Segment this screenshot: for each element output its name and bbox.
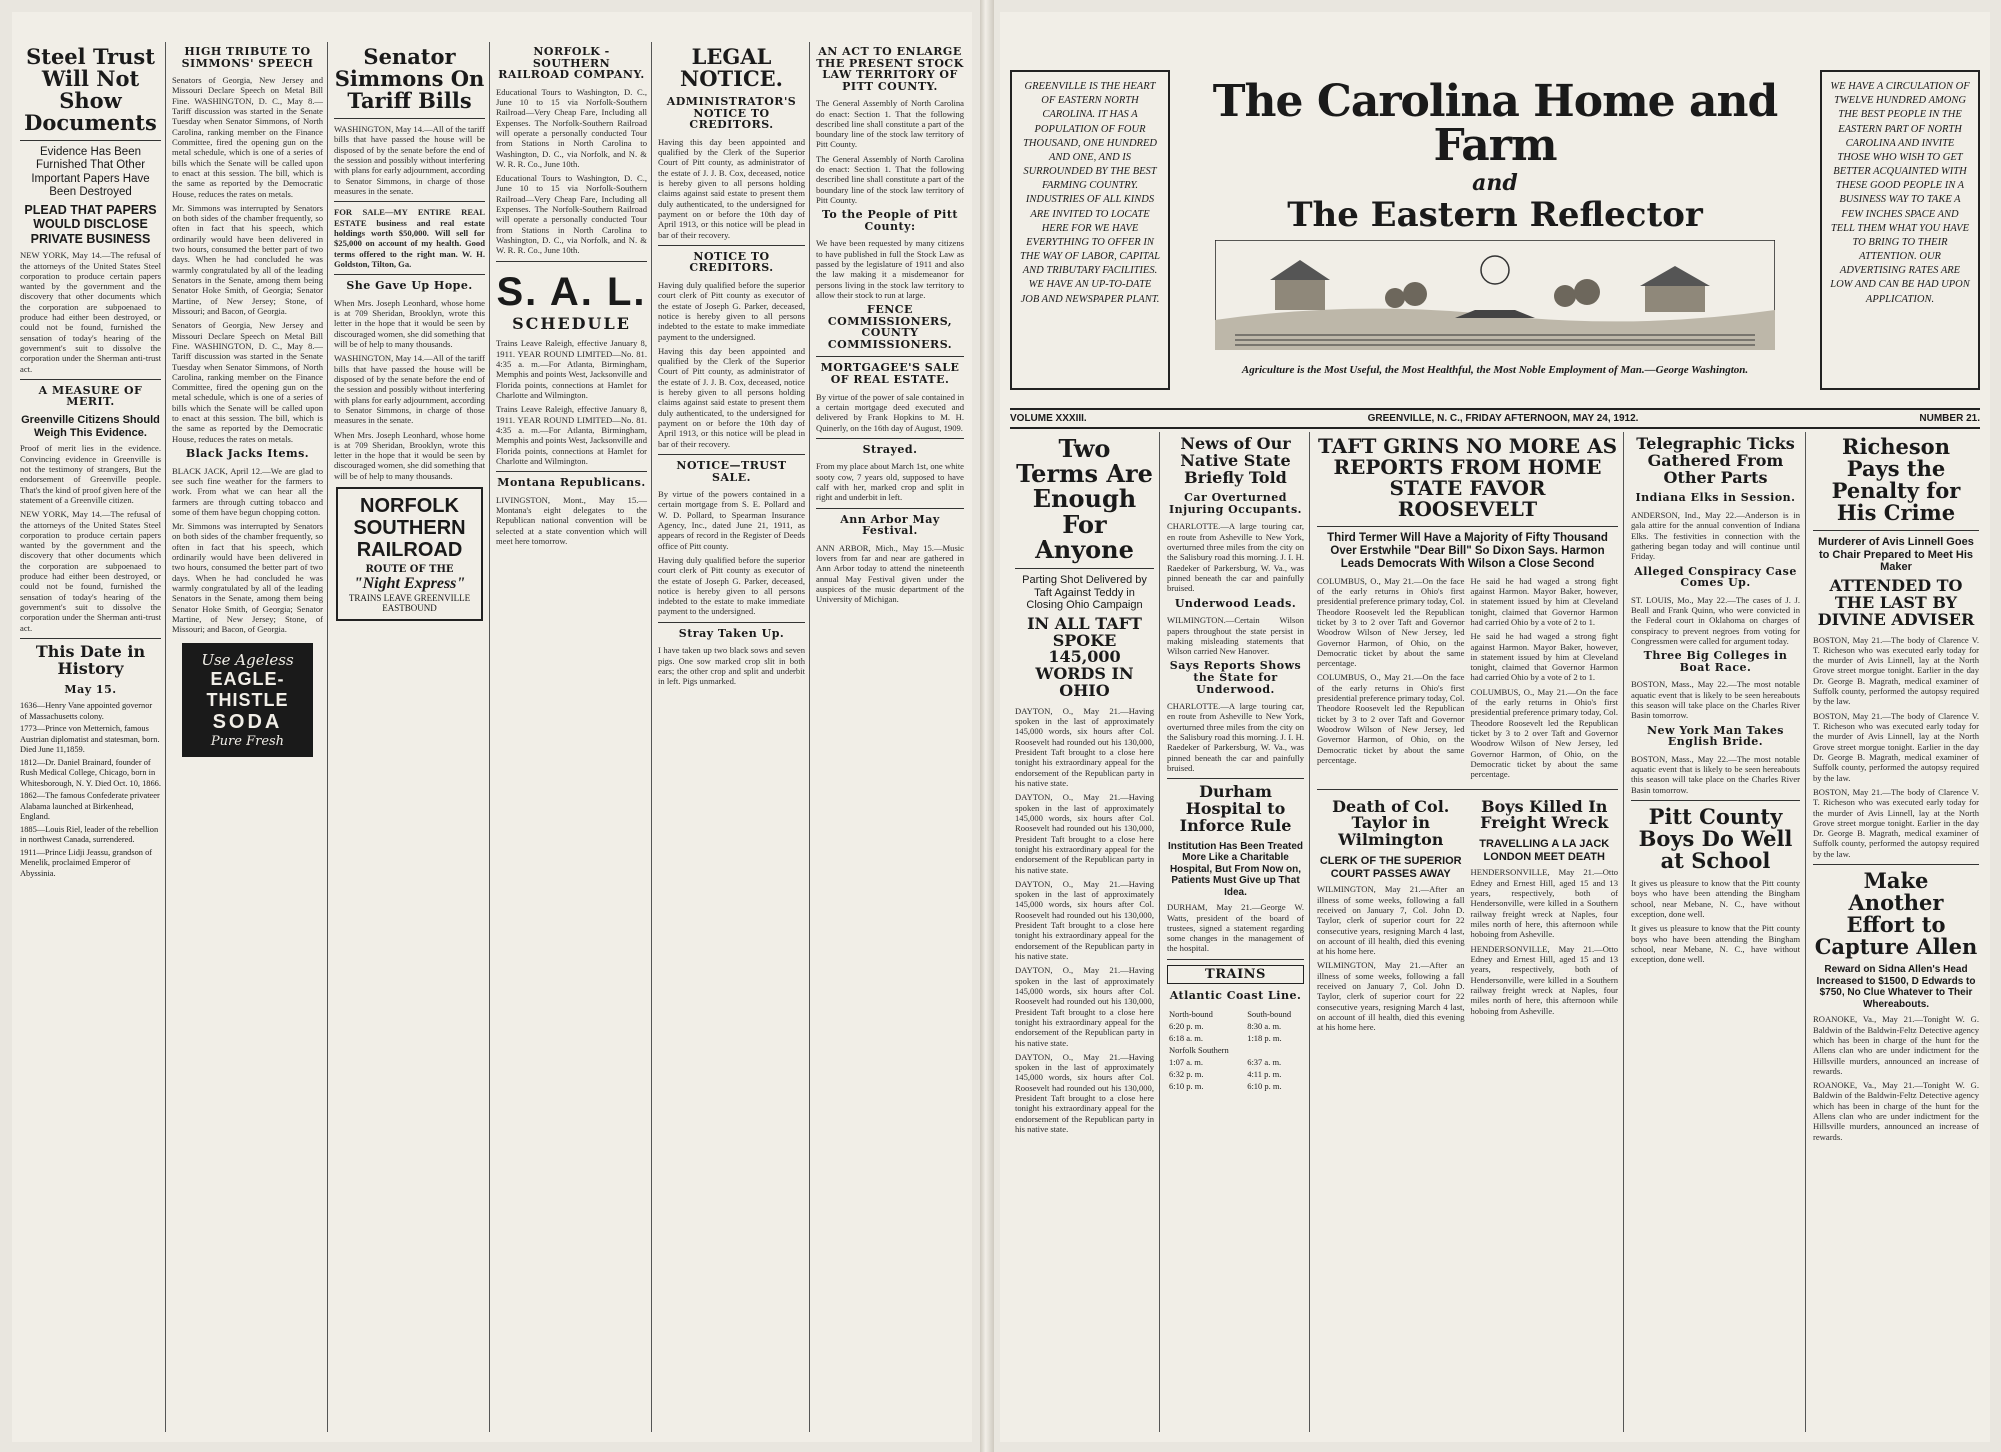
table-cell: North-bound (1169, 1008, 1213, 1019)
table-cell: 6:18 a. m. (1169, 1032, 1203, 1043)
table-cell: South-bound (1247, 1008, 1292, 1019)
issue-number-label: NUMBER 21. (1919, 413, 1980, 424)
black-jacks-headline: Black Jacks Items. (185, 447, 310, 461)
gave-up-hope-body-filler: WASHINGTON, May 14.—All of the tariff bills that have passed the house will be disposed of by the senate before the end of the session and possibly without interfering with plans for early adjournment, according to Senator Simmons, in charge of those measures in the senate. (334, 353, 485, 426)
richeson-deck: Murderer of Avis Linnell Goes to Chair Prepared to Meet His Maker (1818, 536, 1974, 574)
for-sale-notice: FOR SALE—MY ENTIRE REAL ESTATE business and real estate holdings worth $50,000. Will sell for $25,000 on account of my health. Good terms offered to the right man. W. H. Goldston, Tilton, Ga. (334, 207, 485, 269)
indiana-elks-body: ANDERSON, Ind., May 22.—Anderson is in gala attire for the annual convention of Indiana Elks. The festivities in connection with the gathering began today and will continue until Friday. (1631, 509, 1800, 562)
two-terms-headline: Two Terms Are Enough For Anyone (1016, 434, 1153, 564)
farm-scene-illustration (1215, 240, 1775, 350)
taft-grins-body-filler-3: COLUMBUS, O., May 21.—On the face of the early returns in Ohio's first presidential preference primary today, Col. Theodore Roosevelt led the Republican ticket by 3 to 2 over Taft and Governor Woodrow Wilson of New Jersey, led Governor Harmon, of Ohio, on the Democratic ticket by about the same percentage. (1470, 686, 1618, 780)
sal-schedule-body-filler: Trains Leave Raleigh, effective January 8, 1911. YEAR ROUND LIMITED—No. 81. 4:35 a. m.—For Atlanta, Birmingham, Memphis and points West, Jacksonville and Florida points, connections at Hamlet for Charlotte and Wilmington. (496, 404, 647, 466)
lower-stories (1317, 795, 1618, 1037)
measure-of-merit-headline: A MEASURE OF MERIT. (38, 383, 143, 409)
two-terms-body-filler-3: DAYTON, O., May 21.—Having spoken in the last of approximately 145,000 words, six hours after Col. Roosevelt had rounded out his 130,000, President Taft brought to a close here tonight his extraordinary appeal for the endorsement of the Republican party in his native state. (1015, 965, 1154, 1048)
table-cell: 4:11 p. m. (1247, 1068, 1282, 1079)
black-jacks-body-filler: Mr. Simmons was interrupted by Senators on both sides of the chamber frequently, so often in fact that his speech, which ordinarily would have been delivered in two hours, consumed the better part of two days. When he had concluded he was warmly congratulated by all of the leading Senators in the Senate, among them being Senator Hoke Smith, of Georgia; Senator Martine, of New Jersey; Stone, of Missouri; and Bacon, of Georgia. (172, 521, 323, 635)
table-cell: 6:37 a. m. (1247, 1056, 1282, 1067)
boat-race-body: BOSTON, Mass., May 22.—The most notable aquatic event that is likely to be seen hereabouts this season will take place on the Charles River Basin tomorrow. (1631, 679, 1800, 721)
left-col-4 (492, 42, 652, 1432)
car-overturned-body: CHARLOTTE.—A large touring car, en route from Asheville to New York, overturned three miles from the city on the Salisbury road this morning. J. I. H. Raedeker of Parkersburg, W. Va., was pinned beneath the car and painfully bruised. (1167, 521, 1304, 594)
taft-grins-body-2: He said he had waged a strong fight against Harmon. Mayor Baker, however, in statement issued by him at Cleveland tonight, claimed that Governor Harmon had carried Ohio by a vote of 2 to 1. (1470, 575, 1618, 627)
taft-grins-body-columns (1317, 576, 1618, 784)
two-terms-body-filler-4: DAYTON, O., May 21.—Having spoken in the last of approximately 145,000 words, six hours after Col. Roosevelt had rounded out his 130,000, President Taft brought to a close here tonight his extraordinary appeal for the endorsement of the Republican party in his native state. (1015, 1051, 1154, 1135)
right-page (1000, 12, 1990, 1442)
gave-up-hope-body: When Mrs. Joseph Leonhard, whose home is at 709 Sheridan, Brooklyn, wrote this letter in the hope that it would be seen by discouraged women, she did something that will be of help to many thousands. (334, 297, 485, 349)
strayed-headline: Strayed. (862, 442, 918, 456)
montana-republicans-body: LIVINGSTON, Mont., May 15.—Montana's eight delegates to the Republican national convention will be selected at a state convention which will meet here tomorrow. (496, 494, 647, 546)
freight-wreck-headline: Boys Killed In Freight Wreck (1480, 796, 1609, 833)
trust-sale-body: By virtue of the powers contained in a certain mortgage from S. E. Pollard and W. D. Pollard, to Spearman Insurance Agency, Inc., dated June 21, 1911, as appears of record in the Register of Deeds office of Pitt county. (658, 489, 805, 551)
left-page (12, 12, 972, 1442)
right-col-5 (1808, 432, 1984, 1432)
trains-headline: TRAINS (1167, 965, 1304, 985)
masthead-right-box: WE HAVE A CIRCULATION OF TWELVE HUNDRED AMONG THE BEST PEOPLE IN THE EASTERN PART OF NORTH CAROLINA AND INVITE THOSE WHO WISH TO GET BETTER ACQUAINTED WITH THESE GOOD PEOPLE IN A BUSINESS WAY TO TAKE A FEW INCHES SPACE AND TELL THEM WHAT YOU HAVE TO BRING TO THEIR ATTENTION. OUR ADVERTISING RATES ARE LOW AND CAN BE HAD UPON APPLICATION. (1820, 70, 1980, 390)
masthead-center (1180, 60, 1810, 402)
soda-ad-line-1: Use Ageless (201, 650, 294, 669)
stock-law-act-headline: AN ACT TO ENLARGE THE PRESENT STOCK LAW TERRITORY OF PITT COUNTY. (816, 45, 964, 93)
administrator-notice-headline: ADMINISTRATOR'S NOTICE TO CREDITORS. (666, 95, 797, 132)
simmons-tribute-headline: HIGH TRIBUTE TO SIMMONS' SPEECH (181, 45, 314, 70)
list-item: 1812—Dr. Daniel Brainard, founder of Rush Medical College, Chicago, born in Whitesborough, N. Y. Died Oct. 10, 1866. (20, 757, 161, 788)
state-for-underwood-body: CHARLOTTE.—A large touring car, en route from Asheville to New York, overturned three miles from the city on the Salisbury road this morning. J. I. H. Raedeker of Parkersburg, W. Va., was pinned beneath the car and painfully bruised. (1167, 701, 1304, 773)
administrator-notice-body: Having this day been appointed and qualified by the Clerk of the Superior Court of Pitt county, as administrator of the estate of J. J. B. Cox, deceased, notice is hereby given to all persons holding claims against said estate to present them duly authenticated, to the undersigned for payment on or before the 10th day of April 1913, or this notice will be plead in bar of their recovery. (658, 136, 805, 240)
conspiracy-case-headline: Alleged Conspiracy Case Comes Up. (1634, 564, 1797, 590)
masthead-and: and (1472, 170, 1518, 196)
col-taylor-headline: Death of Col. Taylor in Wilmington (1332, 796, 1450, 850)
masthead-motto: Agriculture is the Most Useful, the Most Healthful, the Most Noble Employment of Man.—George Washington. (1241, 364, 1749, 376)
masthead-left-box: GREENVILLE IS THE HEART OF EASTERN NORTH CAROLINA. IT HAS A POPULATION OF FOUR THOUSAND, ONE HUNDRED AND ONE, AND IS SURROUNDED BY THE BEST FARMING COUNTRY. INDUSTRIES OF ALL KINDS ARE INVITED TO LOCATE HERE FOR WE HAVE EVERYTHING TO OFFER IN THE WAY OF LABOR, CAPITAL AND TRIBUTARY FACILITIES. WE HAVE AN UP-TO-DATE JOB AND NEWSPAPER PLANT. (1010, 70, 1170, 390)
commissioners-signature: FENCE COMMISSIONERS, COUNTY COMMISSIONERS. (827, 303, 953, 351)
simmons-tariff-body: WASHINGTON, May 14.—All of the tariff bills that have passed the house will be disposed of by the senate before the end of the session and possibly without interfering with plans for early adjournment, according to Senator Simmons, in charge of those measures in the senate. (334, 124, 485, 197)
strayed-body: From my place about March 1st, one white sooty cow, 7 years old, supposed to have calf with her, marked crop and split in right and underbit in left. (816, 461, 964, 503)
norfolk-southern-ad-express: "Night Express" (353, 575, 466, 593)
left-col-2 (168, 42, 328, 1432)
taft-grins-body-col-a (1317, 576, 1465, 784)
notice-to-creditors-headline: NOTICE TO CREDITORS. (689, 249, 774, 275)
table-row (1167, 1080, 1304, 1092)
native-state-headline: News of Our Native State Briefly Told (1180, 434, 1291, 487)
history-list (20, 701, 161, 879)
left-col-1 (16, 42, 166, 1432)
left-col-3 (330, 42, 490, 1432)
table-cell: 1:18 p. m. (1247, 1032, 1282, 1043)
list-item: 1911—Prince Lidji Jeassu, grandson of Menelik, proclaimed Emperor of Abyssinia. (20, 847, 153, 878)
norfolk-southern-ad-route: ROUTE OF THE (365, 564, 454, 576)
measure-of-merit-body-filler: NEW YORK, May 14.—The refusal of the attorneys of the United States Steel corporation to produce certain papers wanted by the government and the discovery that other documents which the corporation are subpoenaed to produce had either been destroyed, or could not be found, furnished the sensation of today's hearing of the government's suit to dissolve the corporation under the Sherman anti-trust act. (20, 509, 161, 633)
measure-of-merit-deck: Greenville Citizens Should Weigh This Evidence. (21, 414, 160, 439)
sal-title: S. A. L. (496, 269, 647, 314)
place-date-label: GREENVILLE, N. C., FRIDAY AFTERNOON, MAY 24, 1912. (1367, 413, 1639, 424)
masthead-title: The Carolina Home and Farm (1212, 76, 1778, 171)
richeson-body-filler-2: BOSTON, May 21.—The body of Clarence V. T. Richeson who was executed early today for the murder of Avis Linnell, lay at the North Grove street morgue tonight. Earlier in the day Dr. George B. Magrath, medical examiner of Suffolk county, performed the autopsy required by the law. (1813, 786, 1979, 859)
table-cell: 6:20 p. m. (1169, 1020, 1204, 1031)
pitt-county-boys-body: It gives us pleasure to know that the Pitt county boys who have been attending the Bingham school, near Mebane, N. C., have without exception, done well. (1631, 877, 1800, 919)
capture-allen-body: ROANOKE, Va., May 21.—Tonight W. G. Baldwin of the Baldwin-Feltz Detective agency which has been in charge of the hunt for the Allens clan who are under indictment for the Hillsville murders, announced an increase of rewards. (1813, 1014, 1979, 1076)
simmons-tribute-body-2: Mr. Simmons was interrupted by Senators on both sides of the chamber frequently, so often in fact that his speech, which ordinarily would have been delivered in two hours, consumed the better part of two days. When he had concluded he was warmly congratulated by all of the leading Senators in the Senate, among them being Senator Hoke Smith, of Georgia; Senator Martine, of New Jersey; Stone, of Missouri; and Bacon, of Georgia. (172, 202, 323, 316)
two-terms-body-filler: DAYTON, O., May 21.—Having spoken in the last of approximately 145,000 words, six hours after Col. Roosevelt had rounded out his 130,000, President Taft brought to a close here tonight his extraordinary appeal for the endorsement of the Republican party in his native state. (1015, 792, 1154, 875)
steel-trust-headline: Steel Trust Will Not Show Documents (24, 44, 157, 136)
table-cell: Norfolk Southern (1169, 1044, 1229, 1055)
norfolk-southern-company-body: Educational Tours to Washington, D. C., June 10 to 15 via Norfolk-Southern Railroad—Very Cheap Fare, Including all Expenses. The Norfolk-Southern Railroad will operate a personally conducted Tour from Stations in North Carolina to Washington, D. C., via Norfolk, and N. & W. R. R. Co., June 10th. (496, 86, 647, 169)
notice-to-creditors-body-filler: Having this day been appointed and qualified by the Clerk of the Superior Court of Pitt county, as administrator of the estate of J. J. B. Cox, deceased, notice is hereby given to all persons holding claims against said estate to present them duly authenticated, to the undersigned for payment on or before the 10th day of April 1913, or this notice will be plead in bar of their recovery. (658, 345, 805, 449)
left-col-6 (812, 42, 968, 1432)
to-people-body: We have been requested by many citizens to have published in full the Stock Law as passed by the legislature of 1911 and also the law making it a misdemeanor for persons living in the stock law territory to allow their stock to run at large. (816, 238, 964, 300)
steel-trust-deck: Evidence Has Been Furnished That Other Important Papers Have Been Destroyed (31, 146, 150, 198)
stray-taken-up-body: I have taken up two black sows and seven pigs. One sow marked crop slit in both ears; the other crop and split and underbit in left. Pigs unmarked. (658, 645, 805, 687)
simmons-tribute-body: Senators of Georgia, New Jersey and Missouri Declare Speech on Metal Bill Fine. WASHINGTON, D. C., May 8.—Tariff discussion was started in the Senate Tuesday when Senator Simmons, of North Carolina, ranking member on the Finance Committee, fired the opening gun on the metal schedule, which is one of a series of bills which the Senate will be called upon to enact at this session. The bill, which is the same as reported by the Democratic House, reduces the rates on metals. (172, 75, 323, 199)
durham-hospital-headline: Durham Hospital to Inforce Rule (1179, 782, 1292, 835)
right-col-1 (1010, 432, 1160, 1432)
history-date: May 15. (64, 682, 117, 696)
steel-trust-deck-2: PLEAD THAT PAPERS WOULD DISCLOSE PRIVATE BUSINESS (24, 203, 157, 246)
table-row (1167, 1032, 1304, 1044)
boat-race-headline: Three Big Colleges in Boat Race. (1643, 649, 1788, 674)
list-item: 1773—Prince von Metternich, famous Austrian diplomatist and statesman, born. Died June 11,1859. (20, 724, 160, 755)
capture-allen-headline: Make Another Effort to Capture Allen (1814, 868, 1978, 960)
soda-ad-line-4: Pure Fresh (210, 733, 285, 749)
conspiracy-case-body: ST. LOUIS, Mo., May 22.—The cases of J. J. Beall and Frank Quinn, who were convicted in the Federal court in Oklahoma on charges of conspiracy to prevent negroes from voting for Congressmen were called for argument today. (1631, 594, 1800, 646)
state-for-underwood-headline: Says Reports Shows the State for Underwood. (1169, 659, 1302, 696)
trust-sale-headline: NOTICE—TRUST SALE. (676, 458, 787, 484)
indiana-elks-headline: Indiana Elks in Session. (1635, 491, 1796, 505)
norfolk-southern-company-body-filler: Educational Tours to Washington, D. C., June 10 to 15 via Norfolk-Southern Railroad—Very Cheap Fare, Including all Expenses. The Norfolk-Southern Railroad will operate a personally conducted Tour from Stations in North Carolina to Washington, D. C., via Norfolk, and N. & W. R. R. Co., June 10th. (496, 173, 647, 256)
capture-allen-body-filler: ROANOKE, Va., May 21.—Tonight W. G. Baldwin of the Baldwin-Feltz Detective agency which has been in charge of the hunt for the Allens clan who are under indictment for the Hillsville murders, announced an increase of rewards. (1813, 1080, 1979, 1142)
eagle-thistle-soda-ad (182, 643, 313, 757)
list-item: 1862—The famous Confederate privateer Alabama launched at Birkenhead, England. (20, 791, 160, 822)
black-jacks-body: BLACK JACK, April 12.—We are glad to see such fine weather for the farmers to work. From what we can hear all the farmers are through cutting tobacco and some of them have begun chopping cotton. (172, 465, 323, 517)
stock-law-act-body: The General Assembly of North Carolina do enact: Section 1. That the following described line shall constitute a part of the boundary line of the stock law territory of Pitt County. (816, 98, 964, 150)
divine-adviser-headline: ATTENDED TO THE LAST BY DIVINE ADVISER (1817, 576, 1975, 629)
taft-grins-body-filler: COLUMBUS, O., May 21.—On the face of the early returns in Ohio's first presidential preference primary today, Col. Theodore Roosevelt led the Republican ticket by 3 to 2 over Taft and Governor Woodrow Wilson of New Jersey, led Governor Harmon, of Ohio, on the Democratic ticket by about the same percentage. (1317, 672, 1465, 765)
right-col-4 (1626, 432, 1806, 1432)
table-cell: 1:07 a. m. (1169, 1056, 1203, 1067)
notice-to-creditors-body: Having duly qualified before the superior court clerk of Pitt county as executor of the estate of Joseph G. Parker, deceased, notice is hereby given to all persons indebted to the estate to make immediate payment to the undersigned. (658, 279, 805, 342)
simmons-tribute-body-filler: Senators of Georgia, New Jersey and Missouri Declare Speech on Metal Bill Fine. WASHINGTON, D. C., May 8.—Tariff discussion was started in the Senate Tuesday when Senator Simmons, of North Carolina, ranking member on the Finance Committee, fired the opening gun on the metal schedule, which is one of a series of bills which the Senate will be called upon to enact at this session. The bill, which is the same as reported by the Democratic House, reduces the rates on metals. (172, 320, 323, 444)
soda-ad-line-3: SODA (212, 710, 283, 733)
durham-hospital-body: DURHAM, May 21.—George W. Watts, president of the board of trustees, signed a statement regarding some changes in the management of the hospital. (1167, 902, 1304, 954)
norfolk-southern-ad (336, 487, 483, 621)
stock-law-act-body-filler: The General Assembly of North Carolina do enact: Section 1. That the following described line shall constitute a part of the boundary line of the stock law territory of Pitt County. (816, 153, 964, 205)
list-item: 1885—Louis Riel, leader of the rebellion in northwest Canada, surrendered. (20, 824, 159, 845)
table-row (1167, 1044, 1304, 1056)
table-row (1167, 1008, 1304, 1020)
masthead-subtitle: The Eastern Reflector (1287, 195, 1703, 235)
masthead (1010, 60, 1980, 402)
table-cell (1245, 1044, 1304, 1056)
trains-table (1167, 1008, 1304, 1092)
underwood-leads-body: WILMINGTON.—Certain Wilson papers throughout the state persist in making misleading statements that Wilson carried New Hanover. (1167, 615, 1304, 657)
richeson-headline: Richeson Pays the Penalty for His Crime (1831, 434, 1961, 526)
trust-sale-body-filler: Having duly qualified before the superior court clerk of Pitt county as executor of the estate of Joseph G. Parker, deceased, notice is hereby given to all persons indebted to the estate to make immediate payment to the undersigned. (658, 554, 805, 617)
two-terms-body: DAYTON, O., May 21.—Having spoken in the last of approximately 145,000 words, six hours after Col. Roosevelt had rounded out his 130,000, President Taft brought to a close here tonight his extraordinary appeal for the endorsement of the Republican party in his native state. (1015, 705, 1154, 789)
col-taylor-deck: CLERK OF THE SUPERIOR COURT PASSES AWAY (1319, 854, 1462, 880)
taft-grins-body: COLUMBUS, O., May 21.—On the face of the early returns in Ohio's first presidential preference primary today, Col. Theodore Roosevelt led the Republican ticket by 3 to 2 over Taft and Governor Woodrow Wilson of New Jersey, led Governor Harmon, of Ohio, on the Democratic ticket by about the same percentage. (1317, 575, 1465, 669)
richeson-body-filler: BOSTON, May 21.—The body of Clarence V. T. Richeson who was executed early today for the murder of Avis Linnell, lay at the North Grove street morgue tonight. Earlier in the day Dr. George B. Magrath, medical examiner of Suffolk county, performed the autopsy required by the law. (1813, 710, 1979, 783)
underwood-leads-headline: Underwood Leads. (1174, 596, 1297, 610)
legal-notice-headline: LEGAL NOTICE. (680, 44, 783, 92)
list-item: 1636—Henry Vane appointed governor of Massachusetts colony. (20, 701, 153, 721)
table-row (1167, 1056, 1304, 1068)
taft-grins-body-filler-2: He said he had waged a strong fight against Harmon. Mayor Baker, however, in statement issued by him at Cleveland tonight, claimed that Governor Harmon had carried Ohio by a vote of 2 to 1. (1470, 631, 1618, 683)
stray-taken-up-headline: Stray Taken Up. (678, 626, 785, 640)
taft-grins-deck: Third Termer Will Have a Majority of Fifty Thousand Over Erstwhile "Dear Bill" So Dixon Says. Harmon Leads Democrats With Wilson a Close Second (1327, 532, 1608, 571)
simmons-tariff-headline: Senator Simmons On Tariff Bills (334, 44, 485, 114)
taylor-story (1317, 795, 1465, 1037)
capture-allen-deck: Reward on Sidna Allen's Head Increased to $1500, D Edwards to $750, No Clue Whatever to Their Whereabouts. (1816, 964, 1976, 1010)
durham-hospital-deck: Institution Has Been Treated More Like a Charitable Hospital, But From Now on, Patients Must Give up That Idea. (1167, 840, 1304, 898)
pitt-county-boys-body-filler: It gives us pleasure to know that the Pitt county boys who have been attending the Bingham school, near Mebane, N. C., have without exception, done well. (1631, 923, 1800, 965)
montana-republicans-headline: Montana Republicans. (497, 476, 646, 490)
gave-up-hope-body-filler-2: When Mrs. Joseph Leonhard, whose home is at 709 Sheridan, Brooklyn, wrote this letter in the hope that it would be seen by discouraged women, she did something that will be of help to many thousands. (334, 429, 485, 481)
gave-up-hope-headline: She Gave Up Hope. (346, 279, 473, 293)
pitt-county-boys-headline: Pitt County Boys Do Well at School (1638, 803, 1793, 873)
freight-wreck-body-filler: HENDERSONVILLE, May 21.—Otto Edney and Ernest Hill, aged 15 and 13 years, respectively, both of Hendersonville, were killed in a Southern railway freight wreck at Naples, four miles north of here, this afternoon while hoboing from Asheville. (1470, 943, 1618, 1016)
table-cell: 6:10 p. m. (1247, 1080, 1282, 1091)
to-people-headline: To the People of Pitt County: (821, 208, 959, 233)
car-overturned-headline: Car Overturned Injuring Occupants. (1168, 491, 1302, 516)
steel-trust-body: NEW YORK, May 14.—The refusal of the attorneys of the United States Steel corporation to produce certain papers wanted by the government and the discovery that other documents which the corporation are subpoenaed to produce had either been destroyed, or could not be found, furnished the sensation of today's hearing of the government's suit to dissolve the corporation under the Sherman anti-trust act. (20, 250, 161, 374)
table-row (1167, 1068, 1304, 1080)
two-terms-deck: Parting Shot Delivered by Taft Against Teddy in Closing Ohio Campaign (1022, 573, 1147, 612)
freight-wreck-deck: TRAVELLING A LA JACK LONDON MEET DEATH (1479, 838, 1610, 863)
table-row (1167, 1020, 1304, 1032)
volume-label: VOLUME XXXIII. (1010, 413, 1087, 424)
mortgagee-sale-body: By virtue of the power of sale contained in a certain mortgage deed executed and delivered by Frank Hopkins to M. H. Quinerly, on the 16th day of August, 1909. (816, 391, 964, 433)
taft-words-headline: IN ALL TAFT SPOKE 145,000 WORDS IN OHIO (1027, 613, 1142, 701)
norfolk-southern-ad-trains: TRAINS LEAVE GREENVILLE EASTBOUND (348, 593, 471, 614)
sal-schedule-label: SCHEDULE (512, 313, 631, 333)
table-cell: 6:10 p. m. (1169, 1080, 1204, 1091)
mortgagee-sale-headline: MORTGAGEE'S SALE OF REAL ESTATE. (820, 361, 960, 387)
this-date-in-history-headline: This Date in History (35, 641, 146, 678)
soda-ad-line-2: EAGLE-THISTLE (206, 668, 289, 710)
table-cell: 8:30 a. m. (1247, 1020, 1282, 1031)
right-col-3 (1312, 432, 1624, 1432)
dateline-bar (1010, 408, 1980, 429)
col-taylor-body-filler: WILMINGTON, May 21.—After an illness of some weeks, following a fall received on January 7, Col. John D. Taylor, clerk of superior court for 22 consecutive years, resigning March 4 last, on account of ill health, died this evening at his home here. (1317, 960, 1465, 1033)
taft-grins-headline: TAFT GRINS NO MORE AS REPORTS FROM HOME STATE FAVOR ROOSEVELT (1317, 434, 1618, 521)
telegraphic-ticks-headline: Telegraphic Ticks Gathered From Other Parts (1636, 434, 1795, 487)
english-bride-body: BOSTON, Mass., May 22.—The most notable aquatic event that is likely to be seen hereabouts this season will take place on the Charles River Basin tomorrow. (1631, 753, 1800, 795)
page-gutter (980, 0, 994, 1452)
english-bride-headline: New York Man Takes English Bride. (1646, 723, 1785, 749)
right-col-2 (1162, 432, 1310, 1432)
norfolk-southern-ad-title: NORFOLK SOUTHERN RAILROAD (353, 495, 466, 562)
norfolk-southern-company-headline: NORFOLK - SOUTHERN RAILROAD COMPANY. (498, 45, 645, 82)
ann-arbor-body: ANN ARBOR, Mich., May 15.—Music lovers from far and near are gathered in Ann Arbor today to attend the nineteenth annual May Festival given under the auspices of the music department of the University of Michigan. (816, 542, 964, 605)
richeson-body: BOSTON, May 21.—The body of Clarence V. T. Richeson who was executed early today for the murder of Avis Linnell, lay at the North Grove street morgue tonight. Earlier in the day Dr. George B. Magrath, medical examiner of Suffolk county, performed the autopsy required by the law. (1813, 634, 1979, 707)
col-taylor-body: WILMINGTON, May 21.—After an illness of some weeks, following a fall received on January 7, Col. John D. Taylor, clerk of superior court for 22 consecutive years, resigning March 4 last, on account of ill health, died this evening at his home here. (1317, 884, 1465, 957)
two-terms-body-filler-2: DAYTON, O., May 21.—Having spoken in the last of approximately 145,000 words, six hours after Col. Roosevelt had rounded out his 130,000, President Taft brought to a close here tonight his extraordinary appeal for the endorsement of the Republican party in his native state. (1015, 878, 1154, 962)
ann-arbor-headline: Ann Arbor May Festival. (840, 512, 940, 538)
left-col-5 (654, 42, 810, 1432)
measure-of-merit-body: Proof of merit lies in the evidence. Convincing evidence in Greenville is not the testimony of strangers, But the endorsement of Greenville people. That's the kind of proof given here of the statement of a Greenville citizen. (20, 443, 161, 505)
taft-grins-body-col-b (1471, 576, 1619, 784)
freight-wreck-body: HENDERSONVILLE, May 21.—Otto Edney and Ernest Hill, aged 15 and 13 years, respectively, both of Hendersonville, were killed in a Southern railway freight wreck at Naples, four miles north of here, this afternoon while hoboing from Asheville. (1470, 867, 1618, 940)
sal-schedule-body: Trains Leave Raleigh, effective January 8, 1911. YEAR ROUND LIMITED—No. 81. 4:35 a. m.—For Atlanta, Birmingham, Memphis and points West, Jacksonville and Florida points, connections at Hamlet for Charlotte and Wilmington. (496, 338, 647, 400)
trains-acl-label: Atlantic Coast Line. (1169, 989, 1302, 1003)
freight-wreck-story (1471, 795, 1619, 1037)
table-cell: 6:32 p. m. (1169, 1068, 1204, 1079)
